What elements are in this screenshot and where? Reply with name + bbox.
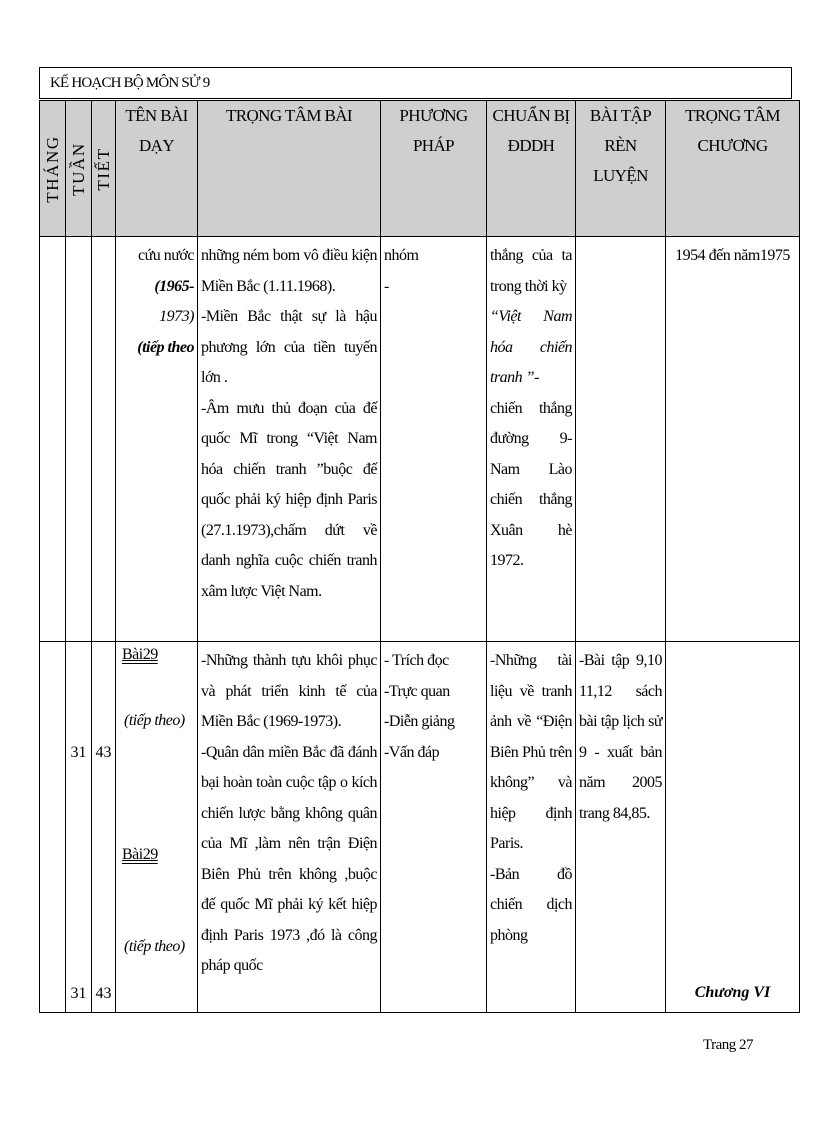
table-row bbox=[40, 237, 800, 642]
chapter-focus: 1954 đến năm1975 bbox=[666, 237, 800, 642]
lesson-plan-table bbox=[39, 100, 800, 1013]
week-cell: 31 31 bbox=[66, 642, 92, 1013]
col-phuong-phap: PHƯƠNG PHÁP bbox=[381, 101, 487, 237]
col-trong-tam-chuong: TRỌNG TÂM CHƯƠNG bbox=[666, 101, 800, 237]
plan-title-box bbox=[39, 67, 792, 99]
preparation: thắng của ta trong thời kỳ “Việt Nam hóa chiến tranh ”- chiến thắng đường 9-Nam Lào chiến thắng Xuân hè 1972. bbox=[487, 237, 576, 642]
page-number: Trang 27 bbox=[703, 1037, 754, 1053]
chapter-focus: Chương VI bbox=[666, 642, 800, 1013]
lesson-focus: những ném bom vô điều kiện Miền Bắc (1.11.1968). -Miền Bắc thật sự là hậu phương lớn của tiền tuyến lớn . -Âm mưu thủ đoạn của đế quốc Mĩ trong “Việt Nam hóa chiến tranh ”buộc đế quốc phải ký hiệp định Paris (27.1.1973),chấm dứt về danh nghĩa cuộc chiến tranh xâm lược Việt Nam. bbox=[198, 237, 381, 642]
method: - Trích đọc -Trực quan -Diễn giảng -Vấn đáp bbox=[381, 642, 487, 1013]
lesson-name: Bài29 (tiếp theo) Bài29 (tiếp theo) bbox=[116, 642, 198, 1013]
col-chuan-bi: CHUẨN BỊ ĐDDH bbox=[487, 101, 576, 237]
col-tuan: TUẦN bbox=[66, 101, 92, 237]
preparation: -Những tài liệu về tranh ảnh về “Điện Biên Phủ trên không” và hiệp định Paris. -Bản đồ chiến dịch phòng bbox=[487, 642, 576, 1013]
col-trong-tam-bai: TRỌNG TÂM BÀI bbox=[198, 101, 381, 237]
table-row bbox=[40, 642, 800, 1013]
plan-title: KẾ HOẠCH BỘ MÔN SỬ 9 bbox=[50, 75, 210, 91]
col-ten-bai: TÊN BÀI DẠY bbox=[116, 101, 198, 237]
col-thang: THÁNG bbox=[40, 101, 66, 237]
exercises: -Bài tập 9,10 11,12 sách bài tập lịch sử 9 - xuất bản năm 2005 trang 84,85. bbox=[576, 642, 666, 1013]
lesson-name: cứu nước (1965- 1973) (tiếp theo bbox=[116, 237, 198, 642]
header-row bbox=[40, 101, 800, 237]
col-tiet: TIẾT bbox=[92, 101, 116, 237]
col-bai-tap: BÀI TẬP RÈN LUYỆN bbox=[576, 101, 666, 237]
period-cell: 43 43 bbox=[92, 642, 116, 1013]
method: nhóm - bbox=[381, 237, 487, 642]
lesson-focus: -Những thành tựu khôi phục và phát triển kinh tế của Miền Bắc (1969-1973). -Quân dân miền Bắc đã đánh bại hoàn toàn cuộc tập o kích chiến lược bằng không quân của Mĩ ,làm nên trận Điện Biên Phủ trên không ,buộc đế quốc Mĩ phải ký kết hiệp định Paris 1973 ,đó là công pháp quốc bbox=[198, 642, 381, 1013]
